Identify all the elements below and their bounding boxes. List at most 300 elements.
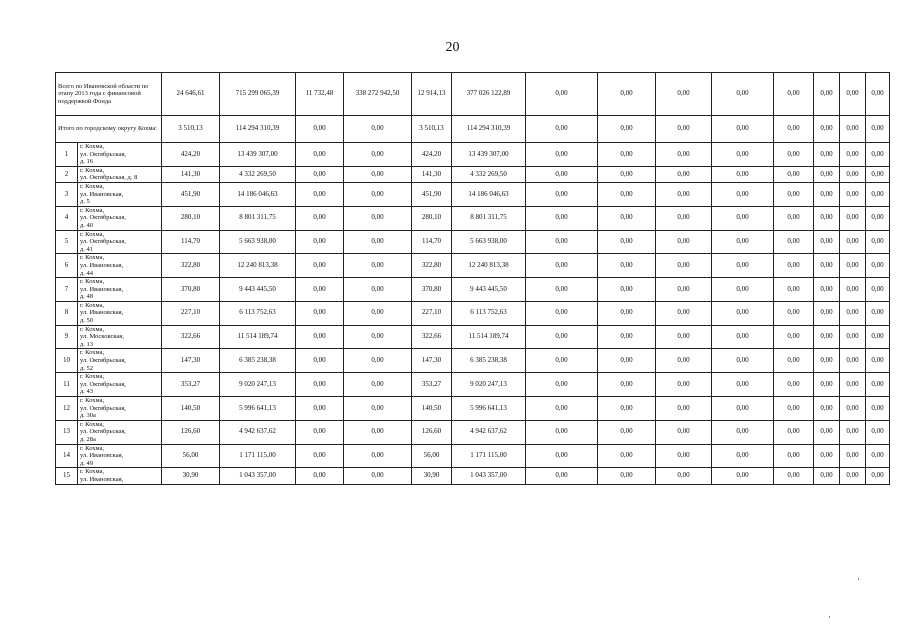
address-cell	[78, 230, 162, 254]
table-cell: 0,00	[774, 166, 814, 182]
table-cell: 0,00	[656, 278, 712, 302]
address-cell	[78, 143, 162, 167]
table-cell: 0,00	[656, 444, 712, 468]
address-line: д. 44	[80, 269, 94, 277]
table-row	[56, 206, 890, 230]
table-cell: 0,00	[840, 325, 866, 349]
table-cell: 0,00	[814, 349, 840, 373]
row-number: 1	[56, 143, 78, 167]
table-cell: 0,00	[344, 254, 412, 278]
table-cell: 370,80	[162, 278, 220, 302]
table-cell: 0,00	[598, 116, 656, 143]
table-cell: 0,00	[866, 182, 890, 206]
table-cell: 0,00	[598, 143, 656, 167]
table-cell: 353,27	[162, 373, 220, 397]
table-row	[56, 397, 890, 421]
table-cell: 0,00	[656, 373, 712, 397]
table-cell: 5 663 938,00	[220, 230, 296, 254]
table-cell: 14 186 046,63	[452, 182, 526, 206]
row-number: 9	[56, 325, 78, 349]
table-cell: 0,00	[774, 116, 814, 143]
address-line: г. Кохма,	[80, 444, 105, 452]
address-line: д. 43	[80, 388, 94, 396]
address-line: ул. Октябрьская,	[80, 238, 126, 246]
table-cell: 0,00	[656, 420, 712, 444]
address-line: г. Кохма,	[80, 230, 105, 238]
address-line: г. Кохма,	[80, 278, 105, 286]
table-cell: 114 294 310,39	[452, 116, 526, 143]
table-cell: 0,00	[656, 73, 712, 116]
table-cell: 0,00	[526, 182, 598, 206]
table-row	[56, 468, 890, 484]
table-cell: 9 020 247,13	[220, 373, 296, 397]
table-row	[56, 349, 890, 373]
table-cell: 0,00	[840, 166, 866, 182]
address-cell	[78, 182, 162, 206]
table-cell: 0,00	[598, 325, 656, 349]
table-cell: 1 043 357,00	[452, 468, 526, 484]
row-number: 14	[56, 444, 78, 468]
table-cell: 3 510,13	[412, 116, 452, 143]
address-line: г. Кохма,	[80, 325, 105, 333]
table-cell: 0,00	[656, 349, 712, 373]
table-cell: 0,00	[774, 420, 814, 444]
table-cell: 13 439 307,00	[452, 143, 526, 167]
table-cell: 0,00	[344, 444, 412, 468]
table-cell: 0,00	[774, 444, 814, 468]
table-cell: 0,00	[814, 206, 840, 230]
table-cell: 0,00	[344, 301, 412, 325]
table-cell: 0,00	[712, 397, 774, 421]
table-cell: 0,00	[526, 166, 598, 182]
address-line: г. Кохма,	[80, 182, 105, 190]
table-cell: 114,70	[412, 230, 452, 254]
table-cell: 0,00	[712, 73, 774, 116]
table-cell: 0,00	[656, 325, 712, 349]
table-cell: 0,00	[814, 230, 840, 254]
table-body	[56, 73, 890, 485]
table-cell: 0,00	[774, 254, 814, 278]
table-cell: 0,00	[598, 230, 656, 254]
table-cell: 0,00	[656, 143, 712, 167]
table-cell: 0,00	[840, 182, 866, 206]
table-cell: 451,90	[412, 182, 452, 206]
table-cell: 0,00	[598, 468, 656, 484]
table-cell: 0,00	[866, 468, 890, 484]
table-cell: 424,20	[162, 143, 220, 167]
address-line: г. Кохма,	[80, 166, 105, 174]
address-line: ул. Ивановская,	[80, 452, 124, 460]
table-cell: 4 332 269,50	[220, 166, 296, 182]
scan-dot: ·	[857, 574, 860, 584]
table-cell: 12 240 813,38	[452, 254, 526, 278]
table-cell: 0,00	[866, 444, 890, 468]
address-line: д. 16	[80, 158, 94, 166]
table-cell: 0,00	[526, 373, 598, 397]
address-line: ул. Октябрьская,	[80, 380, 126, 388]
address-line: г. Кохма,	[80, 373, 105, 381]
table-cell: 0,00	[814, 116, 840, 143]
table-cell: 126,60	[162, 420, 220, 444]
table-cell: 0,00	[840, 143, 866, 167]
table-cell: 0,00	[840, 206, 866, 230]
table-cell: 280,10	[412, 206, 452, 230]
table-cell: 147,30	[412, 349, 452, 373]
address-line: г. Кохма,	[80, 206, 105, 214]
table-cell: 0,00	[526, 278, 598, 302]
table-cell: 0,00	[296, 420, 344, 444]
address-cell	[78, 444, 162, 468]
table-cell: 0,00	[774, 278, 814, 302]
table-cell: 12 914,13	[412, 73, 452, 116]
table-cell: 0,00	[526, 349, 598, 373]
table-cell: 114 294 310,39	[220, 116, 296, 143]
summary-label: Всего по Ивановской области по этапу 2013 года с финансовой поддержкой Фонда	[56, 73, 162, 116]
row-number: 6	[56, 254, 78, 278]
table-cell: 0,00	[712, 182, 774, 206]
summary-label: Итого по городскому округу Кохма:	[56, 116, 162, 143]
table-cell: 0,00	[598, 420, 656, 444]
table-cell: 0,00	[866, 254, 890, 278]
address-line: ул. Ивановская,	[80, 309, 124, 317]
address-line: г. Кохма,	[80, 420, 105, 428]
table-cell: 0,00	[598, 373, 656, 397]
summary-row	[56, 73, 890, 116]
table-cell: 227,10	[162, 301, 220, 325]
table-cell: 0,00	[526, 301, 598, 325]
table-cell: 141,30	[162, 166, 220, 182]
address-line: г. Кохма,	[80, 254, 105, 262]
table-cell: 0,00	[840, 397, 866, 421]
address-line: ул. Октябрьская, д. 8	[80, 174, 138, 182]
table-cell: 0,00	[344, 325, 412, 349]
table-cell: 0,00	[656, 397, 712, 421]
row-number: 2	[56, 166, 78, 182]
table-cell: 0,00	[814, 182, 840, 206]
table-cell: 0,00	[814, 325, 840, 349]
table-cell: 0,00	[840, 349, 866, 373]
table-cell: 3 510,13	[162, 116, 220, 143]
table-cell: 0,00	[712, 444, 774, 468]
address-cell	[78, 468, 162, 484]
address-line: д. 49	[80, 459, 94, 467]
table-cell: 0,00	[774, 373, 814, 397]
table-cell: 322,66	[162, 325, 220, 349]
table-cell: 0,00	[344, 230, 412, 254]
address-line: ул. Октябрьская,	[80, 357, 126, 365]
address-line: д. 5	[80, 198, 90, 206]
address-line: ул. Ивановская,	[80, 190, 124, 198]
table-cell: 0,00	[814, 166, 840, 182]
table-cell: 13 439 307,00	[220, 143, 296, 167]
address-cell	[78, 349, 162, 373]
table-cell: 0,00	[344, 349, 412, 373]
table-cell: 0,00	[774, 143, 814, 167]
table-cell: 0,00	[866, 278, 890, 302]
table-cell: 0,00	[598, 182, 656, 206]
table-cell: 140,50	[412, 397, 452, 421]
table-row	[56, 444, 890, 468]
table-cell: 0,00	[774, 397, 814, 421]
table-cell: 0,00	[712, 349, 774, 373]
address-line: д. 41	[80, 245, 94, 253]
table-cell: 0,00	[526, 325, 598, 349]
table-cell: 0,00	[526, 420, 598, 444]
table-cell: 0,00	[296, 206, 344, 230]
table-cell: 0,00	[814, 278, 840, 302]
table-cell: 6 385 238,38	[220, 349, 296, 373]
table-cell: 30,90	[162, 468, 220, 484]
table-cell: 0,00	[344, 166, 412, 182]
address-line: д. 52	[80, 364, 94, 372]
summary-row	[56, 116, 890, 143]
table-row	[56, 143, 890, 167]
address-line: д. 48	[80, 293, 94, 301]
table-cell: 4 332 269,50	[452, 166, 526, 182]
table-cell: 6 385 238,38	[452, 349, 526, 373]
row-number: 3	[56, 182, 78, 206]
table-cell: 1 171 115,00	[452, 444, 526, 468]
table-cell: 11 732,48	[296, 73, 344, 116]
table-cell: 0,00	[526, 468, 598, 484]
table-cell: 0,00	[712, 143, 774, 167]
address-line: г. Кохма,	[80, 349, 105, 357]
table-cell: 0,00	[296, 182, 344, 206]
table-cell: 0,00	[656, 182, 712, 206]
table-cell: 0,00	[344, 116, 412, 143]
table-cell: 0,00	[712, 206, 774, 230]
table-row	[56, 373, 890, 397]
table-cell: 0,00	[296, 254, 344, 278]
table-cell: 0,00	[866, 166, 890, 182]
table-row	[56, 278, 890, 302]
table-cell: 0,00	[814, 254, 840, 278]
table-row	[56, 230, 890, 254]
row-number: 4	[56, 206, 78, 230]
address-line: г. Кохма,	[80, 468, 105, 476]
table-cell: 0,00	[840, 444, 866, 468]
table-cell: 5 996 641,13	[452, 397, 526, 421]
table-cell: 280,10	[162, 206, 220, 230]
table-cell: 370,80	[412, 278, 452, 302]
table-cell: 4 942 637,62	[220, 420, 296, 444]
table-cell: 141,30	[412, 166, 452, 182]
table-cell: 0,00	[344, 373, 412, 397]
table-cell: 0,00	[774, 73, 814, 116]
table-cell: 12 240 813,38	[220, 254, 296, 278]
table-cell: 5 996 641,13	[220, 397, 296, 421]
table-cell: 4 942 637,62	[452, 420, 526, 444]
data-table	[55, 72, 890, 485]
table-cell: 0,00	[866, 420, 890, 444]
table-cell: 322,80	[412, 254, 452, 278]
table-cell: 0,00	[598, 301, 656, 325]
table-cell: 227,10	[412, 301, 452, 325]
table-cell: 322,80	[162, 254, 220, 278]
table-cell: 114,70	[162, 230, 220, 254]
table-cell: 0,00	[344, 278, 412, 302]
table-cell: 0,00	[814, 420, 840, 444]
table-cell: 0,00	[598, 349, 656, 373]
table-cell: 0,00	[774, 301, 814, 325]
address-line: ул. Ивановская,	[80, 285, 124, 293]
address-line: ул. Ивановская,	[80, 261, 124, 269]
table-cell: 6 113 752,63	[452, 301, 526, 325]
page-number: 20	[445, 40, 460, 55]
address-line: д. 13	[80, 340, 94, 348]
table-cell: 0,00	[774, 468, 814, 484]
table-cell: 0,00	[526, 397, 598, 421]
address-cell	[78, 325, 162, 349]
table-cell: 0,00	[296, 349, 344, 373]
table-cell: 0,00	[656, 230, 712, 254]
address-line: ул. Октябрьская,	[80, 404, 126, 412]
table-cell: 0,00	[598, 73, 656, 116]
table-cell: 0,00	[296, 278, 344, 302]
table-cell: 0,00	[866, 397, 890, 421]
table-cell: 0,00	[526, 116, 598, 143]
table-cell: 0,00	[712, 373, 774, 397]
table-cell: 0,00	[296, 143, 344, 167]
address-line: г. Кохма,	[80, 397, 105, 404]
table-cell: 0,00	[712, 254, 774, 278]
table-cell: 322,66	[412, 325, 452, 349]
table-cell: 0,00	[598, 254, 656, 278]
table-cell: 0,00	[344, 143, 412, 167]
table-cell: 0,00	[866, 325, 890, 349]
table-cell: 0,00	[344, 468, 412, 484]
table-cell: 0,00	[344, 182, 412, 206]
table-cell: 0,00	[296, 230, 344, 254]
table-cell: 0,00	[840, 278, 866, 302]
table-cell: 126,60	[412, 420, 452, 444]
address-line: г. Кохма,	[80, 301, 105, 309]
row-number: 12	[56, 397, 78, 421]
table-cell: 0,00	[712, 301, 774, 325]
table-cell: 0,00	[774, 206, 814, 230]
table-cell: 0,00	[344, 420, 412, 444]
address-line: д. 28а	[80, 435, 96, 443]
table-cell: 147,30	[162, 349, 220, 373]
table-cell: 0,00	[526, 73, 598, 116]
table-cell: 0,00	[840, 373, 866, 397]
table-cell: 0,00	[840, 420, 866, 444]
table-cell: 0,00	[866, 349, 890, 373]
table-cell: 0,00	[712, 278, 774, 302]
table-cell: 0,00	[526, 206, 598, 230]
table-cell: 9 443 445,50	[452, 278, 526, 302]
address-cell	[78, 206, 162, 230]
table-cell: 0,00	[840, 230, 866, 254]
row-number: 10	[56, 349, 78, 373]
table-cell: 451,90	[162, 182, 220, 206]
table-cell: 0,00	[866, 373, 890, 397]
address-line: д. 30а	[80, 412, 96, 420]
table-cell: 11 514 189,74	[452, 325, 526, 349]
table-cell: 0,00	[526, 230, 598, 254]
table-cell: 0,00	[526, 444, 598, 468]
table-cell: 0,00	[296, 166, 344, 182]
table-row	[56, 325, 890, 349]
row-number: 13	[56, 420, 78, 444]
table-row	[56, 301, 890, 325]
table-cell: 0,00	[840, 116, 866, 143]
table-cell: 0,00	[296, 468, 344, 484]
address-line: д. 50	[80, 317, 94, 325]
table-cell: 0,00	[296, 116, 344, 143]
table-row	[56, 166, 890, 182]
table-cell: 0,00	[814, 373, 840, 397]
table-cell: 24 646,61	[162, 73, 220, 116]
table-cell: 0,00	[296, 373, 344, 397]
address-cell	[78, 166, 162, 182]
table-cell: 140,50	[162, 397, 220, 421]
address-line: ул. Октябрьская,	[80, 428, 126, 436]
address-line: д. 40	[80, 221, 94, 229]
table-cell: 0,00	[814, 397, 840, 421]
table-cell: 0,00	[814, 301, 840, 325]
table-cell: 0,00	[656, 468, 712, 484]
table-cell: 0,00	[814, 444, 840, 468]
row-number: 15	[56, 468, 78, 484]
table-cell: 1 171 115,00	[220, 444, 296, 468]
table-cell: 0,00	[814, 73, 840, 116]
table-cell: 0,00	[840, 468, 866, 484]
table-cell: 0,00	[712, 230, 774, 254]
table-cell: 424,20	[412, 143, 452, 167]
table-cell: 0,00	[840, 301, 866, 325]
address-cell	[78, 278, 162, 302]
table-cell: 0,00	[656, 254, 712, 278]
table-cell: 0,00	[712, 468, 774, 484]
address-cell	[78, 301, 162, 325]
address-line: ул. Октябрьская,	[80, 214, 126, 222]
address-cell	[78, 397, 162, 421]
row-number: 8	[56, 301, 78, 325]
table-cell: 0,00	[598, 397, 656, 421]
table-cell: 56,00	[162, 444, 220, 468]
table-cell: 0,00	[712, 116, 774, 143]
address-line: ул. Ивановская,	[80, 475, 124, 483]
table-cell: 0,00	[598, 166, 656, 182]
table-cell: 0,00	[598, 444, 656, 468]
table-cell: 0,00	[296, 397, 344, 421]
row-number: 7	[56, 278, 78, 302]
table-cell: 0,00	[866, 301, 890, 325]
table-cell: 56,00	[412, 444, 452, 468]
table-cell: 0,00	[526, 254, 598, 278]
table-cell: 0,00	[866, 143, 890, 167]
address-cell	[78, 420, 162, 444]
table-cell: 0,00	[814, 468, 840, 484]
table-cell: 0,00	[814, 143, 840, 167]
address-cell	[78, 254, 162, 278]
address-line: г. Кохма,	[80, 143, 105, 150]
table-cell: 9 020 247,13	[452, 373, 526, 397]
table-cell: 8 801 311,75	[452, 206, 526, 230]
scan-dot: ·	[828, 612, 831, 622]
table-cell: 0,00	[774, 349, 814, 373]
table-cell: 0,00	[344, 206, 412, 230]
table-cell: 0,00	[296, 325, 344, 349]
row-number: 11	[56, 373, 78, 397]
table-cell: 0,00	[712, 420, 774, 444]
table-cell: 0,00	[866, 73, 890, 116]
table-cell: 0,00	[774, 325, 814, 349]
table-cell: 0,00	[656, 301, 712, 325]
table-cell: 6 113 752,63	[220, 301, 296, 325]
row-number: 5	[56, 230, 78, 254]
